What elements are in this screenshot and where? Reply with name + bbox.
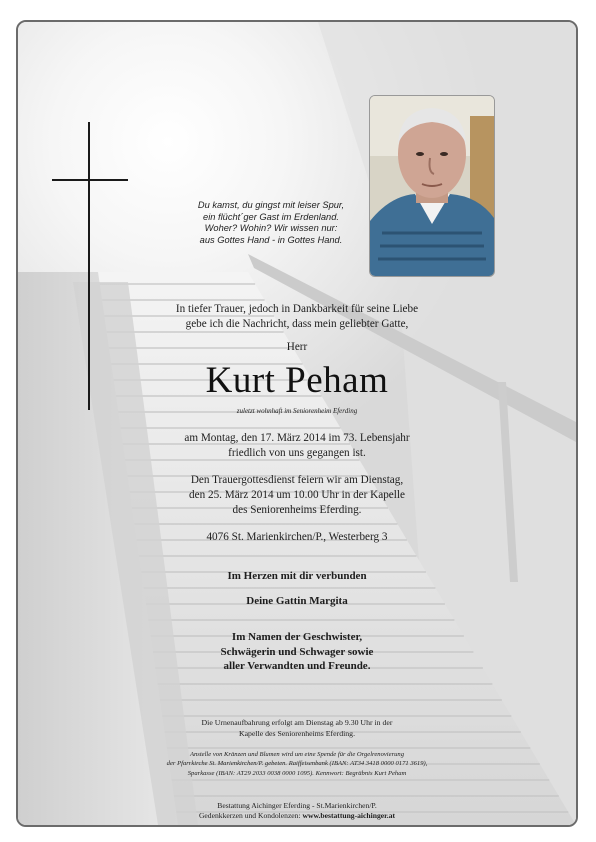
- condolence-link[interactable]: www.bestattung-aichinger.at: [302, 811, 396, 820]
- donation-line: der Pfarrkirche St. Marienkirchen/P. gebeten. Raiffeisenbank (IBAN: AT34 3418 0000 0171 3619),: [166, 760, 428, 768]
- undertaker-footer: [18, 801, 576, 821]
- donation-request: [18, 750, 576, 778]
- service-line: den 25. März 2014 um 10.00 Uhr in der Kapelle: [189, 489, 405, 501]
- poem-line: Du kamst, du gingst mit leiser Spur,: [197, 200, 345, 210]
- condolence-label: Gedenkkerzen und Kondolenzen:: [198, 811, 303, 820]
- undertaker-name: Bestattung Aichinger Eferding - St.Marienkirchen/P.: [217, 801, 377, 810]
- portrait-photo: [369, 95, 495, 277]
- urn-viewing-info: [18, 717, 576, 739]
- poem-line: Woher? Wohin? Wir wissen nur:: [204, 223, 338, 234]
- poem: [166, 200, 376, 246]
- motto: Im Herzen mit dir verbunden: [227, 570, 367, 582]
- obituary-card: [16, 20, 578, 827]
- service-line: des Seniorenheims Eferding.: [232, 504, 362, 516]
- family-line: aller Verwandten und Freunde.: [223, 660, 371, 672]
- intro-line: In tiefer Trauer, jedoch in Dankbarkeit für seine Liebe: [175, 303, 419, 315]
- family-signature: [18, 630, 576, 674]
- intro-text: [18, 302, 576, 332]
- donation-line: Sparkasse (IBAN: AT29 2033 0038 0000 1095). Kennwort: Begräbnis Kurt Peham: [187, 769, 407, 777]
- family-line: Schwägerin und Schwager sowie: [220, 645, 374, 658]
- urn-line: Die Urnenaufbahrung erfolgt am Dienstag ab 9.30 Uhr in der: [201, 718, 393, 727]
- condolence-line: [18, 811, 576, 821]
- death-line: am Montag, den 17. März 2014 im 73. Lebensjahr: [184, 432, 410, 444]
- salutation: Herr: [286, 341, 308, 353]
- service-line: Den Trauergottesdienst feiern wir am Dienstag,: [190, 474, 404, 486]
- family-address: 4076 St. Marienkirchen/P., Westerberg 3: [206, 531, 388, 543]
- cross-horizontal: [52, 179, 128, 181]
- residence: zuletzt wohnhaft im Seniorenheim Eferding: [236, 407, 358, 415]
- wife-signature: Deine Gattin Margita: [246, 595, 348, 607]
- service-info: [18, 473, 576, 518]
- death-notice: [18, 431, 576, 461]
- poem-line: ein flücht´ger Gast im Erdenland.: [203, 211, 339, 222]
- intro-line: gebe ich die Nachricht, dass mein geliebter Gatte,: [185, 318, 409, 330]
- portrait-illustration: [370, 96, 494, 276]
- urn-line: Kapelle des Seniorenheims Eferding.: [238, 729, 356, 738]
- poem-line: aus Gottes Hand - in Gottes Hand.: [199, 234, 343, 245]
- deceased-name: Kurt Peham: [205, 360, 389, 401]
- death-line: friedlich von uns gegangen ist.: [228, 447, 366, 459]
- family-line: Im Namen der Geschwister,: [231, 631, 363, 643]
- donation-line: Anstelle von Kränzen und Blumen wird um eine Spende für die Orgelrenovierung: [189, 751, 405, 758]
